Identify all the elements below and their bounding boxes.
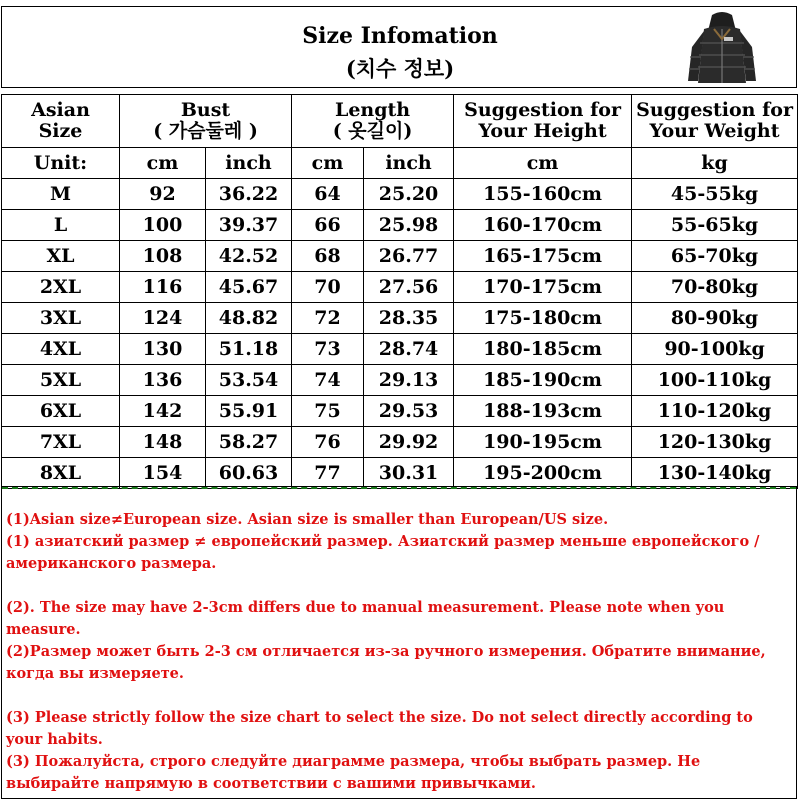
table-cell: 53.54	[206, 365, 292, 396]
note-1-ru: (1) азиатский размер ≠ европейский размер. Азиатский размер меньше европейского / американского размера.	[6, 533, 760, 572]
table-cell: 92	[120, 179, 206, 210]
table-cell: 130	[120, 334, 206, 365]
table-row	[2, 303, 798, 334]
table-cell: 185-190cm	[454, 365, 632, 396]
table-cell: 74	[292, 365, 364, 396]
table-cell: 51.18	[206, 334, 292, 365]
table-cell: 30.31	[364, 458, 454, 489]
table-row	[2, 241, 798, 272]
table-cell: 29.53	[364, 396, 454, 427]
table-cell: 188-193cm	[454, 396, 632, 427]
page-title: Size Infomation	[302, 23, 498, 49]
table-row	[2, 458, 798, 489]
size-rows	[2, 179, 798, 489]
notes-box	[1, 486, 797, 799]
table-cell: 55-65kg	[632, 210, 798, 241]
size-label-cell: 8XL	[2, 458, 120, 489]
size-label-cell: 4XL	[2, 334, 120, 365]
table-cell: 68	[292, 241, 364, 272]
unit-cell: cm	[292, 148, 364, 179]
size-label-cell: 7XL	[2, 427, 120, 458]
table-cell: 108	[120, 241, 206, 272]
unit-cell: cm	[120, 148, 206, 179]
table-row	[2, 179, 798, 210]
table-cell: 26.77	[364, 241, 454, 272]
table-cell: 39.37	[206, 210, 292, 241]
table-cell: 175-180cm	[454, 303, 632, 334]
table-cell: 100	[120, 210, 206, 241]
table-cell: 42.52	[206, 241, 292, 272]
table-cell: 72	[292, 303, 364, 334]
size-table	[1, 94, 798, 489]
table-row	[2, 334, 798, 365]
header-asian-size: Asian Size	[2, 95, 120, 148]
note-2-en: (2). The size may have 2-3cm differs due to manual measurement. Please note when you measure.	[6, 599, 725, 638]
table-cell: 124	[120, 303, 206, 334]
header-height: Suggestion for Your Height	[454, 95, 632, 148]
size-label-cell: M	[2, 179, 120, 210]
table-cell: 75	[292, 396, 364, 427]
table-cell: 170-175cm	[454, 272, 632, 303]
note-2-ru: (2)Размер может быть 2-3 см отличается из-за ручного измерения. Обратите внимание, когда вы измеряете.	[6, 643, 766, 682]
unit-cell: cm	[454, 148, 632, 179]
table-cell: 90-100kg	[632, 334, 798, 365]
table-cell: 45.67	[206, 272, 292, 303]
header-bust: Bust ( 가슴둘레 )	[120, 95, 292, 148]
table-cell: 48.82	[206, 303, 292, 334]
table-cell: 190-195cm	[454, 427, 632, 458]
table-row	[2, 365, 798, 396]
unit-cell: inch	[206, 148, 292, 179]
size-label-cell: 3XL	[2, 303, 120, 334]
table-cell: 130-140kg	[632, 458, 798, 489]
size-label-cell: 5XL	[2, 365, 120, 396]
table-cell: 116	[120, 272, 206, 303]
table-row	[2, 427, 798, 458]
unit-cell: Unit:	[2, 148, 120, 179]
header-box	[1, 6, 797, 88]
header-weight: Suggestion for Your Weight	[632, 95, 798, 148]
table-cell: 25.98	[364, 210, 454, 241]
note-3-ru: (3) Пожалуйста, строго следуйте диаграмме размера, чтобы выбрать размер. Не выбирайте напрямую в соответствии с вашими привычками.	[6, 753, 701, 792]
table-cell: 148	[120, 427, 206, 458]
table-cell: 77	[292, 458, 364, 489]
table-row	[2, 396, 798, 427]
table-cell: 25.20	[364, 179, 454, 210]
unit-cell: kg	[632, 148, 798, 179]
note-3-en: (3) Please strictly follow the size chart to select the size. Do not select directly according to your habits.	[6, 709, 753, 748]
unit-cell: inch	[364, 148, 454, 179]
size-label-cell: 2XL	[2, 272, 120, 303]
note-1-en: (1)Asian size≠European size. Asian size is smaller than European/US size.	[6, 511, 609, 528]
size-label-cell: L	[2, 210, 120, 241]
table-cell: 73	[292, 334, 364, 365]
table-units-row	[2, 148, 798, 179]
table-cell: 80-90kg	[632, 303, 798, 334]
header-length: Length ( 옷길이)	[292, 95, 454, 148]
page-subtitle: (치수 정보)	[345, 56, 455, 81]
table-row	[2, 272, 798, 303]
table-cell: 76	[292, 427, 364, 458]
table-cell: 55.91	[206, 396, 292, 427]
table-cell: 160-170cm	[454, 210, 632, 241]
table-cell: 58.27	[206, 427, 292, 458]
table-cell: 29.92	[364, 427, 454, 458]
table-cell: 100-110kg	[632, 365, 798, 396]
table-cell: 28.74	[364, 334, 454, 365]
table-row	[2, 210, 798, 241]
table-cell: 110-120kg	[632, 396, 798, 427]
table-cell: 27.56	[364, 272, 454, 303]
table-cell: 29.13	[364, 365, 454, 396]
table-header-row	[2, 95, 798, 148]
table-cell: 65-70kg	[632, 241, 798, 272]
size-label-cell: 6XL	[2, 396, 120, 427]
table-cell: 195-200cm	[454, 458, 632, 489]
table-cell: 165-175cm	[454, 241, 632, 272]
table-cell: 36.22	[206, 179, 292, 210]
table-cell: 180-185cm	[454, 334, 632, 365]
table-cell: 66	[292, 210, 364, 241]
table-cell: 60.63	[206, 458, 292, 489]
table-cell: 155-160cm	[454, 179, 632, 210]
table-cell: 28.35	[364, 303, 454, 334]
dashed-divider	[2, 487, 796, 489]
table-cell: 70-80kg	[632, 272, 798, 303]
jacket-image	[682, 9, 762, 87]
table-cell: 64	[292, 179, 364, 210]
table-cell: 142	[120, 396, 206, 427]
table-cell: 70	[292, 272, 364, 303]
table-cell: 136	[120, 365, 206, 396]
table-cell: 120-130kg	[632, 427, 798, 458]
table-cell: 45-55kg	[632, 179, 798, 210]
table-cell: 154	[120, 458, 206, 489]
size-label-cell: XL	[2, 241, 120, 272]
